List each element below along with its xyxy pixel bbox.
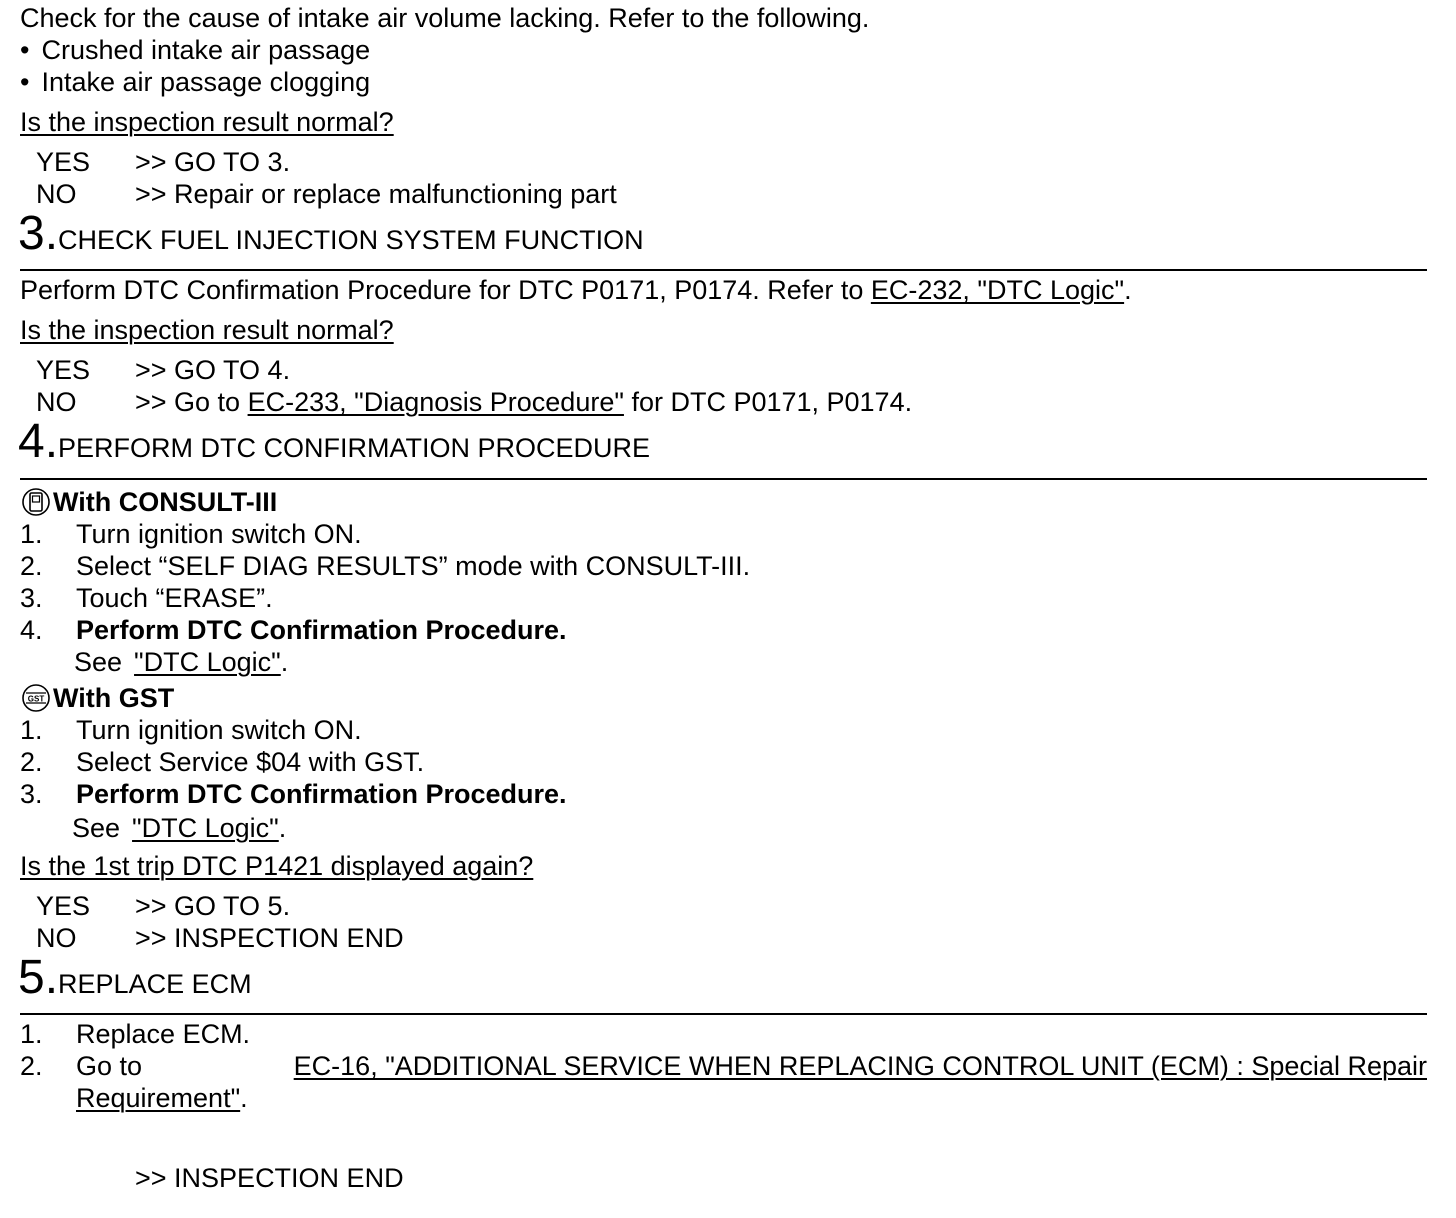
step2-intro: Check for the cause of intake air volume lacking. Refer to the following. xyxy=(20,3,870,33)
list-item: 4. xyxy=(20,615,43,645)
list-item-text-continued: Requirement". xyxy=(76,1083,248,1113)
no-label: NO xyxy=(36,179,77,209)
link-ec16-additional-service[interactable]: EC-16, "ADDITIONAL SERVICE WHEN REPLACING CONTROL UNIT (ECM) : Special Repair xyxy=(293,1051,1427,1081)
link-ec232-dtc-logic[interactable]: EC-232, "DTC Logic" xyxy=(870,275,1125,305)
step4-header xyxy=(18,415,651,468)
no-result: >> INSPECTION END xyxy=(135,923,404,953)
list-item: 2. xyxy=(20,1051,43,1081)
step5-number: 5. xyxy=(18,951,59,1004)
divider xyxy=(20,269,1427,271)
bullet-text: Intake air passage clogging xyxy=(41,67,371,97)
step5-title: REPLACE ECM xyxy=(58,969,252,999)
list-item-text: Turn ignition switch ON. xyxy=(76,519,362,549)
list-item-text: Touch “ERASE”. xyxy=(76,583,273,613)
step3-number: 3. xyxy=(18,207,59,260)
list-item xyxy=(20,66,370,98)
step4-number: 4. xyxy=(18,415,59,468)
step3-instruction: Perform DTC Confirmation Procedure for DTC P0171, P0174. Refer to EC-232, "DTC Logic". xyxy=(20,275,1132,305)
no-result: >> Repair or replace malfunctioning part xyxy=(135,179,617,209)
list-item: 1. xyxy=(20,1019,43,1049)
step4-title: PERFORM DTC CONFIRMATION PROCEDURE xyxy=(58,433,651,463)
list-item-text: Replace ECM. xyxy=(76,1019,251,1049)
link-dtc-logic[interactable]: "DTC Logic" xyxy=(134,647,281,677)
yes-result: >> GO TO 5. xyxy=(135,891,291,921)
gst-heading: GST With GST xyxy=(20,682,174,714)
step2-question: Is the inspection result normal? xyxy=(20,107,394,137)
step5-header xyxy=(18,951,252,1004)
no-result: >> Go to EC-233, "Diagnosis Procedure" for DTC P0171, P0174. xyxy=(135,387,913,417)
list-item: 1. xyxy=(20,519,43,549)
list-item-text: Perform DTC Confirmation Procedure. xyxy=(76,615,567,645)
step4-question: Is the 1st trip DTC P1421 displayed again? xyxy=(20,851,534,881)
step3-question: Is the inspection result normal? xyxy=(20,315,394,345)
link-ec16-additional-service-continued[interactable]: Requirement" xyxy=(76,1083,241,1113)
list-item: 3. xyxy=(20,779,43,809)
link-dtc-logic[interactable]: "DTC Logic" xyxy=(132,813,279,843)
divider xyxy=(20,1013,1427,1015)
yes-label: YES xyxy=(36,355,91,385)
step3-header xyxy=(18,207,644,260)
yes-result: >> GO TO 4. xyxy=(135,355,291,385)
list-item xyxy=(20,34,370,66)
gst-tool-icon xyxy=(20,683,52,713)
consult-heading: With CONSULT-III xyxy=(20,486,277,518)
list-item-text: Perform DTC Confirmation Procedure. xyxy=(76,779,567,809)
bullet: • xyxy=(20,67,30,97)
list-item: 2. xyxy=(20,551,43,581)
list-item-text: Turn ignition switch ON. xyxy=(76,715,362,745)
yes-result: >> GO TO 3. xyxy=(135,147,291,177)
list-item: 1. xyxy=(20,715,43,745)
bullet-text: Crushed intake air passage xyxy=(41,35,371,65)
list-item: 2. xyxy=(20,747,43,777)
end-result: >> INSPECTION END xyxy=(135,1163,404,1193)
step3-title: CHECK FUEL INJECTION SYSTEM FUNCTION xyxy=(58,225,644,255)
see-reference: See "DTC Logic". xyxy=(74,647,289,677)
yes-label: YES xyxy=(36,147,91,177)
gst-icon-label: GST xyxy=(27,694,45,704)
yes-label: YES xyxy=(36,891,91,921)
consult-tool-icon xyxy=(20,487,52,517)
list-item-text: Go to EC-16, "ADDITIONAL SERVICE WHEN REPLACING CONTROL UNIT (ECM) : Special Repair xyxy=(76,1051,1427,1081)
list-item-text: Select “SELF DIAG RESULTS” mode with CONSULT-III. xyxy=(76,551,751,581)
link-ec233-diagnosis-procedure[interactable]: EC-233, "Diagnosis Procedure" xyxy=(247,387,624,417)
no-label: NO xyxy=(36,923,77,953)
no-label: NO xyxy=(36,387,77,417)
see-reference: See "DTC Logic". xyxy=(72,813,287,843)
list-item-text: Select Service $04 with GST. xyxy=(76,747,425,777)
divider xyxy=(20,478,1427,480)
bullet: • xyxy=(20,35,30,65)
list-item: 3. xyxy=(20,583,43,613)
